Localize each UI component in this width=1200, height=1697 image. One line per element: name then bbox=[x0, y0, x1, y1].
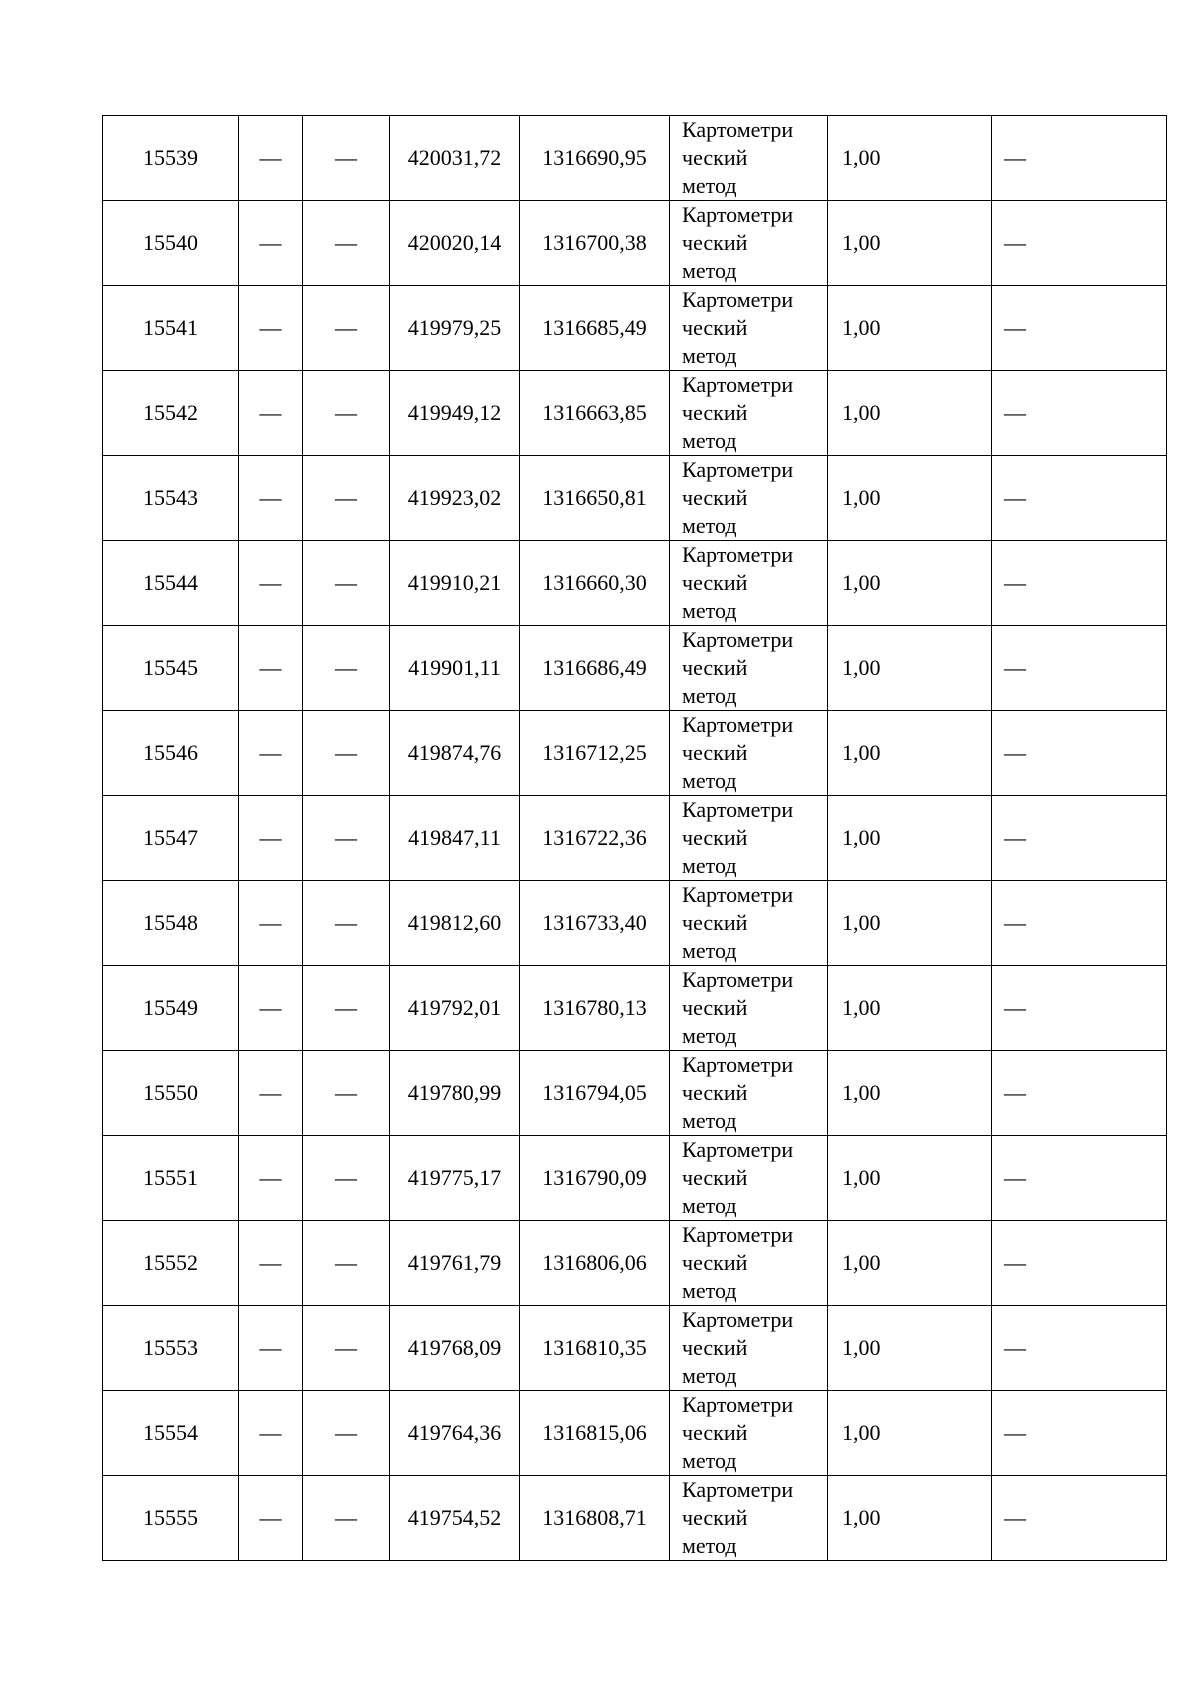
dash-cell: — bbox=[303, 201, 390, 286]
method-line: Картометри bbox=[682, 372, 794, 397]
method-line: Картометри bbox=[682, 627, 794, 652]
method-line: метод bbox=[682, 853, 737, 878]
dash-cell: — bbox=[303, 881, 390, 966]
y-coordinate-cell: 1316806,06 bbox=[520, 1221, 670, 1306]
y-coordinate-cell: 1316733,40 bbox=[520, 881, 670, 966]
dash-cell: — bbox=[239, 286, 303, 371]
dash-cell: — bbox=[303, 1221, 390, 1306]
accuracy-cell: 1,00 bbox=[828, 116, 992, 201]
method-line: метод bbox=[682, 173, 737, 198]
dash-cell: — bbox=[239, 1221, 303, 1306]
table-row bbox=[103, 1136, 1167, 1221]
x-coordinate-cell: 419780,99 bbox=[390, 1051, 520, 1136]
x-coordinate-cell: 419979,25 bbox=[390, 286, 520, 371]
y-coordinate-cell: 1316780,13 bbox=[520, 966, 670, 1051]
method-cell bbox=[670, 1136, 828, 1221]
point-number-cell: 15555 bbox=[103, 1476, 239, 1561]
accuracy-cell: 1,00 bbox=[828, 1221, 992, 1306]
x-coordinate-cell: 419768,09 bbox=[390, 1306, 520, 1391]
dash-cell: — bbox=[239, 1051, 303, 1136]
method-cell bbox=[670, 541, 828, 626]
table-row bbox=[103, 966, 1167, 1051]
table-row bbox=[103, 711, 1167, 796]
accuracy-cell: 1,00 bbox=[828, 711, 992, 796]
method-line: ческий bbox=[682, 230, 748, 255]
table-row bbox=[103, 286, 1167, 371]
method-line: Картометри bbox=[682, 117, 794, 142]
method-line: метод bbox=[682, 683, 737, 708]
dash-cell: — bbox=[239, 1136, 303, 1221]
dash-cell: — bbox=[239, 541, 303, 626]
table-row bbox=[103, 1051, 1167, 1136]
y-coordinate-cell: 1316712,25 bbox=[520, 711, 670, 796]
point-number-cell: 15553 bbox=[103, 1306, 239, 1391]
x-coordinate-cell: 419792,01 bbox=[390, 966, 520, 1051]
method-cell bbox=[670, 116, 828, 201]
method-line: Картометри bbox=[682, 542, 794, 567]
point-number-cell: 15551 bbox=[103, 1136, 239, 1221]
dash-cell: — bbox=[239, 456, 303, 541]
method-line: Картометри bbox=[682, 1222, 794, 1247]
accuracy-cell: 1,00 bbox=[828, 1051, 992, 1136]
x-coordinate-cell: 419901,11 bbox=[390, 626, 520, 711]
dash-cell: — bbox=[303, 286, 390, 371]
dash-cell: — bbox=[239, 201, 303, 286]
accuracy-cell: 1,00 bbox=[828, 1476, 992, 1561]
method-line: ческий bbox=[682, 1250, 748, 1275]
method-line: метод bbox=[682, 1108, 737, 1133]
accuracy-cell: 1,00 bbox=[828, 1306, 992, 1391]
method-line: ческий bbox=[682, 485, 748, 510]
point-number-cell: 15554 bbox=[103, 1391, 239, 1476]
accuracy-cell: 1,00 bbox=[828, 456, 992, 541]
dash-cell: — bbox=[303, 711, 390, 796]
accuracy-cell: 1,00 bbox=[828, 1136, 992, 1221]
method-line: ческий bbox=[682, 145, 748, 170]
method-line: метод bbox=[682, 343, 737, 368]
x-coordinate-cell: 419923,02 bbox=[390, 456, 520, 541]
dash-cell: — bbox=[992, 1306, 1167, 1391]
method-cell bbox=[670, 371, 828, 456]
dash-cell: — bbox=[239, 626, 303, 711]
method-line: ческий bbox=[682, 825, 748, 850]
method-line: метод bbox=[682, 1448, 737, 1473]
dash-cell: — bbox=[992, 456, 1167, 541]
method-line: метод bbox=[682, 1533, 737, 1558]
table-row bbox=[103, 1476, 1167, 1561]
method-cell bbox=[670, 626, 828, 711]
point-number-cell: 15550 bbox=[103, 1051, 239, 1136]
dash-cell: — bbox=[303, 116, 390, 201]
x-coordinate-cell: 419775,17 bbox=[390, 1136, 520, 1221]
method-line: Картометри bbox=[682, 1137, 794, 1162]
accuracy-cell: 1,00 bbox=[828, 881, 992, 966]
method-line: ческий bbox=[682, 1505, 748, 1530]
y-coordinate-cell: 1316700,38 bbox=[520, 201, 670, 286]
dash-cell: — bbox=[239, 966, 303, 1051]
method-line: метод bbox=[682, 938, 737, 963]
method-line: Картометри bbox=[682, 797, 794, 822]
table-row bbox=[103, 1391, 1167, 1476]
method-cell bbox=[670, 1476, 828, 1561]
dash-cell: — bbox=[239, 711, 303, 796]
point-number-cell: 15546 bbox=[103, 711, 239, 796]
x-coordinate-cell: 419812,60 bbox=[390, 881, 520, 966]
method-line: Картометри bbox=[682, 1307, 794, 1332]
dash-cell: — bbox=[303, 1306, 390, 1391]
method-line: ческий bbox=[682, 1335, 748, 1360]
dash-cell: — bbox=[239, 371, 303, 456]
y-coordinate-cell: 1316663,85 bbox=[520, 371, 670, 456]
accuracy-cell: 1,00 bbox=[828, 966, 992, 1051]
coordinates-table bbox=[102, 115, 1167, 1561]
x-coordinate-cell: 419949,12 bbox=[390, 371, 520, 456]
dash-cell: — bbox=[303, 966, 390, 1051]
table-row bbox=[103, 1306, 1167, 1391]
table-row bbox=[103, 1221, 1167, 1306]
method-line: ческий bbox=[682, 910, 748, 935]
accuracy-cell: 1,00 bbox=[828, 201, 992, 286]
point-number-cell: 15541 bbox=[103, 286, 239, 371]
x-coordinate-cell: 419764,36 bbox=[390, 1391, 520, 1476]
y-coordinate-cell: 1316690,95 bbox=[520, 116, 670, 201]
dash-cell: — bbox=[992, 796, 1167, 881]
method-line: ческий bbox=[682, 315, 748, 340]
method-line: метод bbox=[682, 1193, 737, 1218]
method-line: ческий bbox=[682, 1165, 748, 1190]
point-number-cell: 15549 bbox=[103, 966, 239, 1051]
table-row bbox=[103, 116, 1167, 201]
dash-cell: — bbox=[992, 286, 1167, 371]
y-coordinate-cell: 1316660,30 bbox=[520, 541, 670, 626]
dash-cell: — bbox=[992, 116, 1167, 201]
method-line: ческий bbox=[682, 1420, 748, 1445]
dash-cell: — bbox=[239, 1476, 303, 1561]
method-line: метод bbox=[682, 768, 737, 793]
method-cell bbox=[670, 456, 828, 541]
dash-cell: — bbox=[992, 541, 1167, 626]
x-coordinate-cell: 419874,76 bbox=[390, 711, 520, 796]
dash-cell: — bbox=[992, 626, 1167, 711]
point-number-cell: 15544 bbox=[103, 541, 239, 626]
table-body bbox=[103, 116, 1167, 1561]
method-cell bbox=[670, 286, 828, 371]
accuracy-cell: 1,00 bbox=[828, 626, 992, 711]
y-coordinate-cell: 1316685,49 bbox=[520, 286, 670, 371]
dash-cell: — bbox=[992, 1391, 1167, 1476]
method-line: ческий bbox=[682, 740, 748, 765]
method-cell bbox=[670, 796, 828, 881]
x-coordinate-cell: 420020,14 bbox=[390, 201, 520, 286]
accuracy-cell: 1,00 bbox=[828, 371, 992, 456]
dash-cell: — bbox=[992, 1051, 1167, 1136]
method-cell bbox=[670, 966, 828, 1051]
x-coordinate-cell: 419754,52 bbox=[390, 1476, 520, 1561]
method-line: Картометри bbox=[682, 1392, 794, 1417]
dash-cell: — bbox=[992, 881, 1167, 966]
point-number-cell: 15542 bbox=[103, 371, 239, 456]
method-cell bbox=[670, 1051, 828, 1136]
method-line: метод bbox=[682, 1363, 737, 1388]
method-line: Картометри bbox=[682, 882, 794, 907]
method-line: Картометри bbox=[682, 202, 794, 227]
table-row bbox=[103, 201, 1167, 286]
dash-cell: — bbox=[992, 201, 1167, 286]
dash-cell: — bbox=[239, 1391, 303, 1476]
x-coordinate-cell: 419910,21 bbox=[390, 541, 520, 626]
table-row bbox=[103, 626, 1167, 711]
dash-cell: — bbox=[303, 626, 390, 711]
dash-cell: — bbox=[303, 796, 390, 881]
method-line: метод bbox=[682, 513, 737, 538]
table-row bbox=[103, 371, 1167, 456]
table-row bbox=[103, 456, 1167, 541]
method-line: метод bbox=[682, 598, 737, 623]
method-line: ческий bbox=[682, 655, 748, 680]
method-cell bbox=[670, 1306, 828, 1391]
method-line: Картометри bbox=[682, 967, 794, 992]
method-cell bbox=[670, 1391, 828, 1476]
accuracy-cell: 1,00 bbox=[828, 1391, 992, 1476]
point-number-cell: 15543 bbox=[103, 456, 239, 541]
method-line: ческий bbox=[682, 400, 748, 425]
accuracy-cell: 1,00 bbox=[828, 796, 992, 881]
dash-cell: — bbox=[239, 116, 303, 201]
y-coordinate-cell: 1316650,81 bbox=[520, 456, 670, 541]
dash-cell: — bbox=[303, 541, 390, 626]
method-line: метод bbox=[682, 258, 737, 283]
dash-cell: — bbox=[239, 881, 303, 966]
table-row bbox=[103, 541, 1167, 626]
point-number-cell: 15545 bbox=[103, 626, 239, 711]
method-line: Картометри bbox=[682, 457, 794, 482]
y-coordinate-cell: 1316794,05 bbox=[520, 1051, 670, 1136]
accuracy-cell: 1,00 bbox=[828, 286, 992, 371]
x-coordinate-cell: 419847,11 bbox=[390, 796, 520, 881]
accuracy-cell: 1,00 bbox=[828, 541, 992, 626]
dash-cell: — bbox=[303, 371, 390, 456]
y-coordinate-cell: 1316808,71 bbox=[520, 1476, 670, 1561]
dash-cell: — bbox=[303, 1391, 390, 1476]
point-number-cell: 15548 bbox=[103, 881, 239, 966]
dash-cell: — bbox=[992, 371, 1167, 456]
y-coordinate-cell: 1316722,36 bbox=[520, 796, 670, 881]
method-line: ческий bbox=[682, 1080, 748, 1105]
dash-cell: — bbox=[992, 1136, 1167, 1221]
method-line: Картометри bbox=[682, 1477, 794, 1502]
dash-cell: — bbox=[239, 1306, 303, 1391]
method-line: Картометри bbox=[682, 287, 794, 312]
dash-cell: — bbox=[303, 456, 390, 541]
x-coordinate-cell: 420031,72 bbox=[390, 116, 520, 201]
point-number-cell: 15552 bbox=[103, 1221, 239, 1306]
method-line: метод bbox=[682, 1278, 737, 1303]
dash-cell: — bbox=[992, 1476, 1167, 1561]
method-cell bbox=[670, 201, 828, 286]
dash-cell: — bbox=[303, 1051, 390, 1136]
method-cell bbox=[670, 711, 828, 796]
point-number-cell: 15547 bbox=[103, 796, 239, 881]
x-coordinate-cell: 419761,79 bbox=[390, 1221, 520, 1306]
point-number-cell: 15540 bbox=[103, 201, 239, 286]
method-line: метод bbox=[682, 1023, 737, 1048]
dash-cell: — bbox=[992, 711, 1167, 796]
y-coordinate-cell: 1316810,35 bbox=[520, 1306, 670, 1391]
point-number-cell: 15539 bbox=[103, 116, 239, 201]
table-row bbox=[103, 796, 1167, 881]
table-row bbox=[103, 881, 1167, 966]
method-line: ческий bbox=[682, 995, 748, 1020]
dash-cell: — bbox=[239, 796, 303, 881]
y-coordinate-cell: 1316686,49 bbox=[520, 626, 670, 711]
method-line: ческий bbox=[682, 570, 748, 595]
y-coordinate-cell: 1316815,06 bbox=[520, 1391, 670, 1476]
method-cell bbox=[670, 881, 828, 966]
method-line: Картометри bbox=[682, 1052, 794, 1077]
dash-cell: — bbox=[992, 1221, 1167, 1306]
method-line: метод bbox=[682, 428, 737, 453]
method-line: Картометри bbox=[682, 712, 794, 737]
y-coordinate-cell: 1316790,09 bbox=[520, 1136, 670, 1221]
dash-cell: — bbox=[303, 1476, 390, 1561]
dash-cell: — bbox=[303, 1136, 390, 1221]
method-cell bbox=[670, 1221, 828, 1306]
dash-cell: — bbox=[992, 966, 1167, 1051]
